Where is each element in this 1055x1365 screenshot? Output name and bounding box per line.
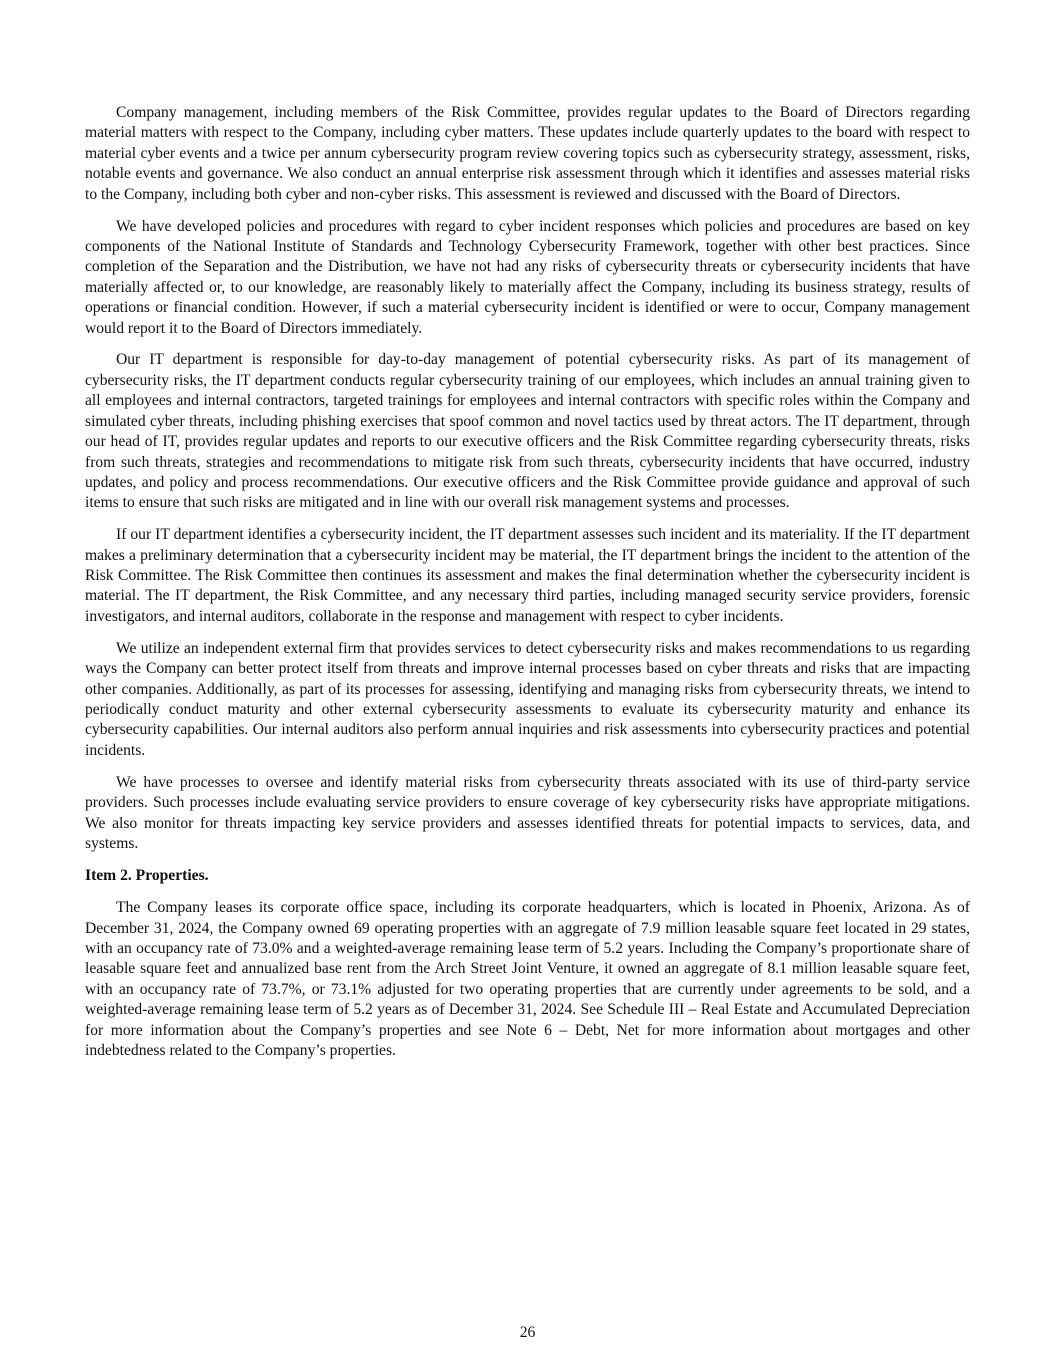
paragraph-it-department-responsibilities: Our IT department is responsible for day-to-day management of potential cybersecurity risks. As part of its management of cybersecurity risks, the IT department conducts regular cybersecurity training of our employees, which includes an annual training given to all employees and internal contractors, targeted trainings for employees and internal contractors with specific roles within the Company and simulated cyber threats, including phishing exercises that spoof common and novel tactics used by threat actors. The IT department, through our head of IT, provides regular updates and reports to our executive officers and the Risk Committee regarding cybersecurity threats, risks from such threats, strategies and recommendations to mitigate risk from such threats, cybersecurity incidents that have occurred, industry updates, and policy and process recommendations. Our executive officers and the Risk Committee provide guidance and approval of such items to ensure that such risks are mitigated and in line with our overall risk management systems and processes. (85, 351, 970, 512)
paragraph-external-firm: We utilize an independent external firm that provides services to detect cybersecurity risks and makes recommendations to us regarding ways the Company can better protect itself from threats and improve internal processes based on cyber threats and risks that are impacting other companies. Additionally, as part of its processes for assessing, identifying and managing risks from cybersecurity threats, we intend to periodically conduct maturity and other external cybersecurity assessments to evaluate its cybersecurity maturity and enhance its cybersecurity capabilities. Our internal auditors also perform annual inquiries and risk assessments into cybersecurity practices and potential incidents. (85, 639, 970, 759)
paragraph-incident-escalation: If our IT department identifies a cybersecurity incident, the IT department assesses such incident and its materiality. If the IT department makes a preliminary determination that a cybersecurity incident may be material, the IT department brings the incident to the attention of the Risk Committee. The Risk Committee then continues its assessment and makes the final determination whether the cybersecurity incident is material. The IT department, the Risk Committee, and any necessary third parties, including managed security service providers, forensic investigators, and internal auditors, collaborate in the response and management with respect to cyber incidents. (85, 526, 970, 625)
paragraph-third-party-providers: We have processes to oversee and identify material risks from cybersecurity threats associated with its use of third-party service providers. Such processes include evaluating service providers to ensure coverage of key cybersecurity risks have appropriate mitigations. We also monitor for threats impacting key service providers and assesses identified threats for potential impacts to services, data, and systems. (85, 773, 970, 852)
paragraph-properties-summary: The Company leases its corporate office space, including its corporate headquarters, which is located in Phoenix, Arizona. As of December 31, 2024, the Company owned 69 operating properties with an aggregate of 7.9 million leasable square feet located in 29 states, with an occupancy rate of 73.0% and a weighted-average remaining lease term of 5.2 years. Including the Company’s proportionate share of leasable square feet and annualized base rent from the Arch Street Joint Venture, it owned an aggregate of 8.1 million leasable square feet, with an occupancy rate of 73.7%, or 73.1% adjusted for two operating properties that are currently under agreements to be sold, and a weighted-average remaining lease term of 5.2 years as of December 31, 2024. See Schedule III – Real Estate and Accumulated Depreciation for more information about the Company’s properties and see Note 6 – Debt, Net for more information about mortgages and other indebtedness related to the Company’s properties. (85, 899, 970, 1060)
document-page (85, 103, 970, 1073)
page-number: 26 (519, 1324, 536, 1341)
paragraph-board-updates: Company management, including members of the Risk Committee, provides regular updates to the Board of Directors regarding material matters with respect to the Company, including cyber matters. These updates include quarterly updates to the board with respect to material cyber events and a twice per annum cybersecurity program review covering topics such as cybersecurity strategy, assessment, risks, notable events and governance. We also conduct an annual enterprise risk assessment through which it identifies and assesses material risks to the Company, including both cyber and non-cyber risks. This assessment is reviewed and discussed with the Board of Directors. (85, 104, 970, 203)
section-heading-properties: Item 2. Properties. (85, 866, 209, 884)
paragraph-incident-response-policies: We have developed policies and procedures with regard to cyber incident responses which policies and procedures are based on key components of the National Institute of Standards and Technology Cybersecurity Framework, together with other best practices. Since completion of the Separation and the Distribution, we have not had any risks of cybersecurity threats or cybersecurity incidents that have materially affected or, to our knowledge, are reasonably likely to materially affect the Company, including its business strategy, results of operations or financial condition. However, if such a material cybersecurity incident is identified or were to occur, Company management would report it to the Board of Directors immediately. (85, 217, 970, 337)
